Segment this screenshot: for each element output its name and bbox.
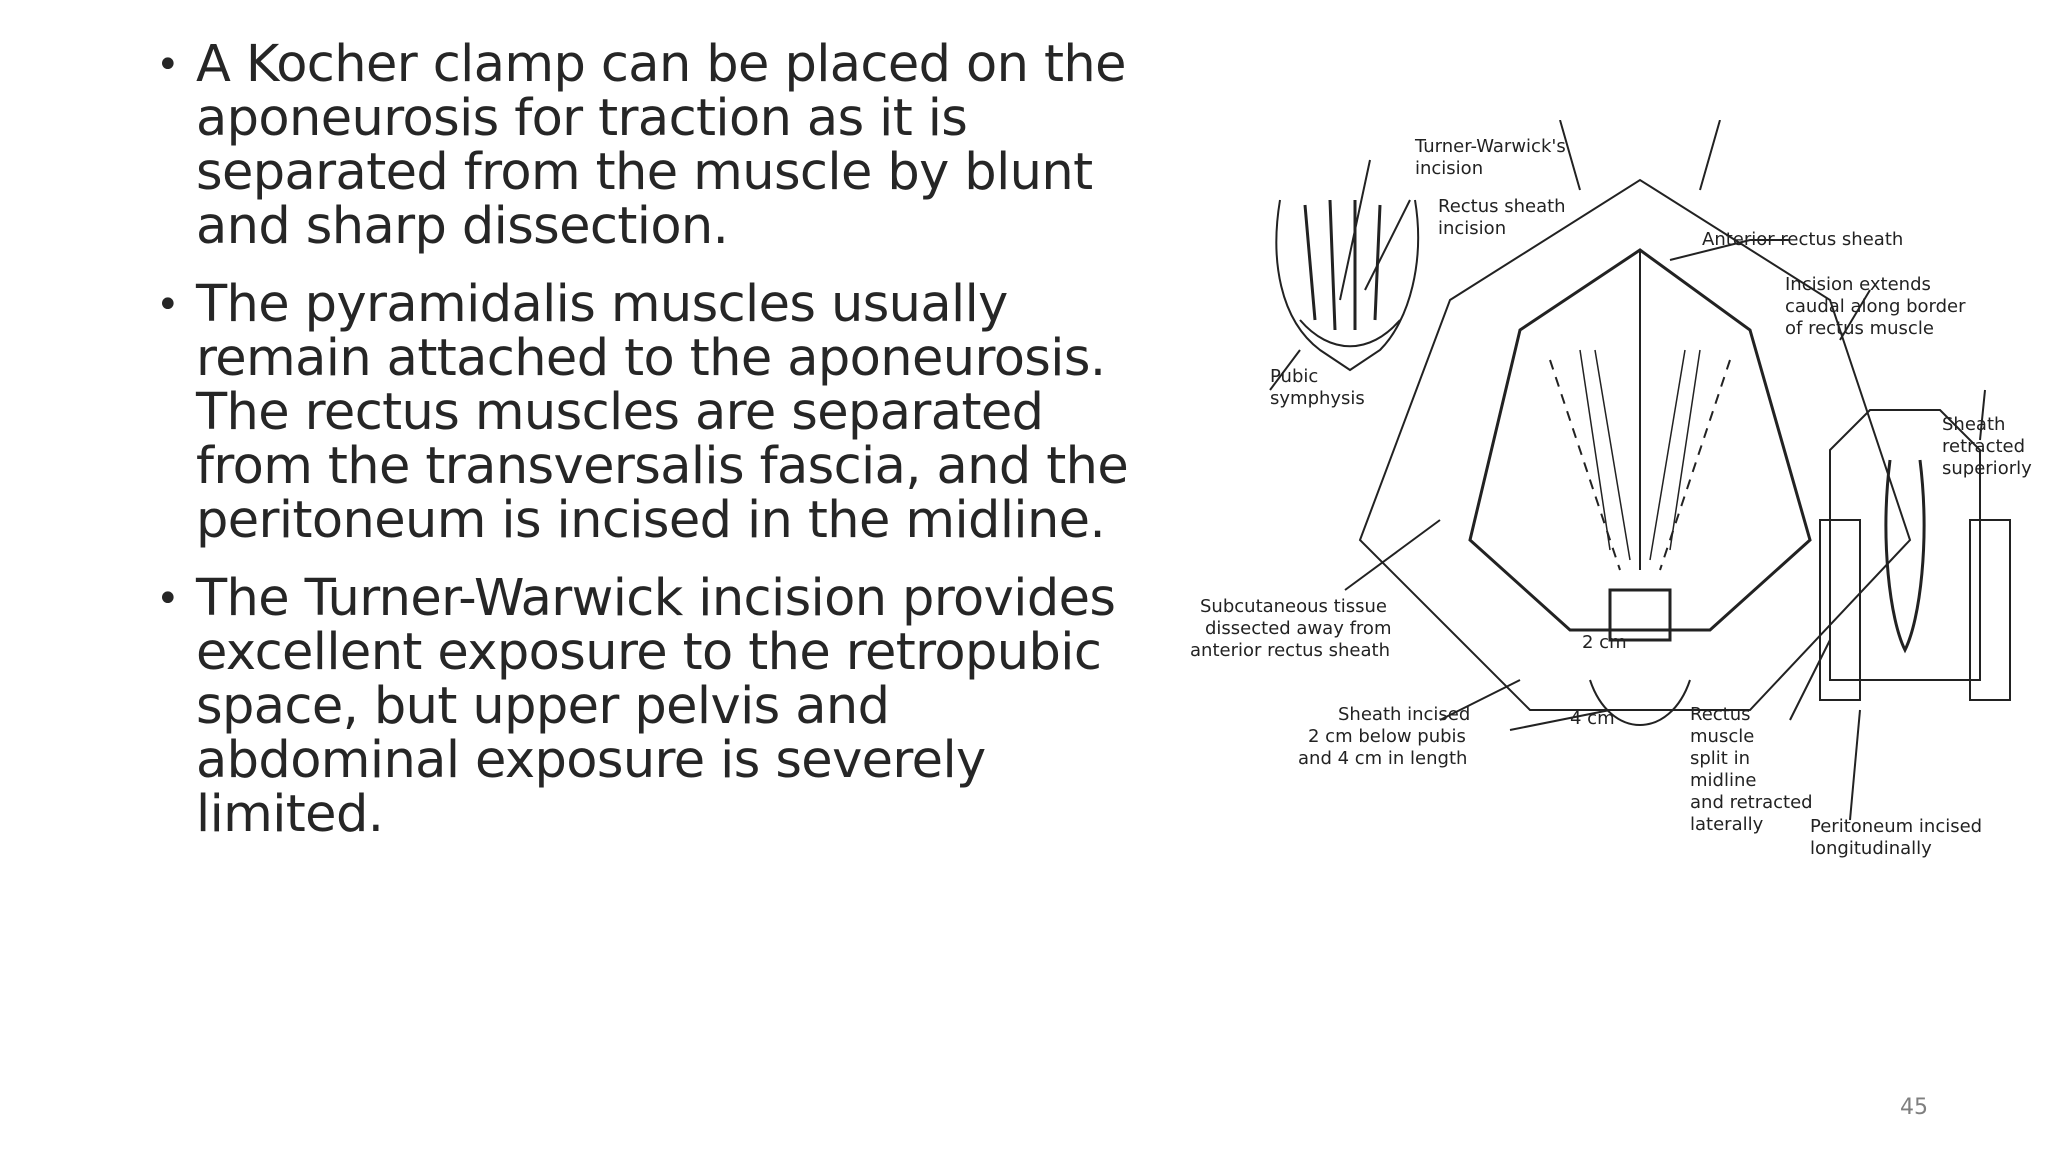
bullet-text: The Turner-Warwick incision provides excellent exposure to the retropubic space, but upper pelvis and abdominal exposure is severely limited. xyxy=(196,569,1116,844)
bullet-text: The pyramidalis muscles usually remain attached to the aponeurosis. The rectus muscles are separated from the transversalis fascia, and the peritoneum is incised in the midline. xyxy=(196,275,1129,550)
label-incision-extends: Incision extends xyxy=(1785,274,1931,295)
label-incision-extends: of rectus muscle xyxy=(1785,318,1934,339)
leader-rectus-muscle xyxy=(1790,640,1830,720)
label-peritoneum: longitudinally xyxy=(1810,838,1932,859)
leader-peritoneum xyxy=(1850,710,1860,820)
label-subcutaneous: dissected away from xyxy=(1205,618,1392,639)
figure-labels xyxy=(1190,136,2032,859)
label-pubic-symphysis: symphysis xyxy=(1270,388,1365,409)
page-number: 45 xyxy=(1900,1095,1928,1120)
label-rectus-muscle: muscle xyxy=(1690,726,1755,747)
right-retractor-left xyxy=(1820,520,1860,700)
label-rectus-muscle: split in xyxy=(1690,748,1750,769)
label-four-cm: 4 cm xyxy=(1570,708,1615,729)
label-anterior-sheath: Anterior rectus sheath xyxy=(1702,229,1904,250)
inset-muscle xyxy=(1305,200,1380,330)
label-sheath-retracted: Sheath xyxy=(1942,414,2006,435)
label-sheath-incised: 2 cm below pubis xyxy=(1308,726,1466,747)
label-pubic-symphysis: Pubic xyxy=(1270,366,1319,387)
label-peritoneum: Peritoneum incised xyxy=(1810,816,1983,837)
label-subcutaneous: anterior rectus sheath xyxy=(1190,640,1391,661)
label-sheath-incised: Sheath incised xyxy=(1338,704,1471,725)
illustration-svg xyxy=(1190,120,2040,880)
label-turner-warwick: Turner-Warwick's xyxy=(1415,136,1566,157)
label-sheath-retracted: retracted xyxy=(1942,436,2026,457)
bullet-text: A Kocher clamp can be placed on the aponeurosis for traction as it is separated from the muscle by blunt and sharp dissection. xyxy=(196,35,1126,256)
label-rectus-muscle: Rectus xyxy=(1690,704,1751,725)
label-two-cm: 2 cm xyxy=(1582,632,1627,653)
bullet-marker: • xyxy=(156,42,179,88)
inset-incision xyxy=(1300,320,1400,346)
right-retractor-right xyxy=(1970,520,2010,700)
anatomical-illustration xyxy=(1190,120,2040,880)
bullet-marker: • xyxy=(156,576,179,622)
label-rectus-muscle: and retracted xyxy=(1690,792,1813,813)
label-incision-extends: caudal along border xyxy=(1785,296,1966,317)
leader-rectus xyxy=(1365,200,1410,290)
label-sheath-retracted: superiorly xyxy=(1942,458,2032,479)
leader-subcutaneous xyxy=(1345,520,1440,590)
label-rectus-muscle: midline xyxy=(1690,770,1757,791)
label-rectus-sheath: incision xyxy=(1438,218,1507,239)
bullet-item xyxy=(150,275,1130,550)
label-subcutaneous: Subcutaneous tissue xyxy=(1200,596,1387,617)
label-rectus-muscle: laterally xyxy=(1690,814,1764,835)
bullet-marker: • xyxy=(156,282,179,328)
label-rectus-sheath: Rectus sheath xyxy=(1438,196,1566,217)
label-turner-warwick: incision xyxy=(1415,158,1484,179)
label-sheath-incised: and 4 cm in length xyxy=(1298,748,1468,769)
right-peritoneum xyxy=(1886,460,1924,650)
bullet-item xyxy=(150,569,1130,844)
bullet-list xyxy=(150,35,1130,866)
bullet-item xyxy=(150,35,1130,256)
